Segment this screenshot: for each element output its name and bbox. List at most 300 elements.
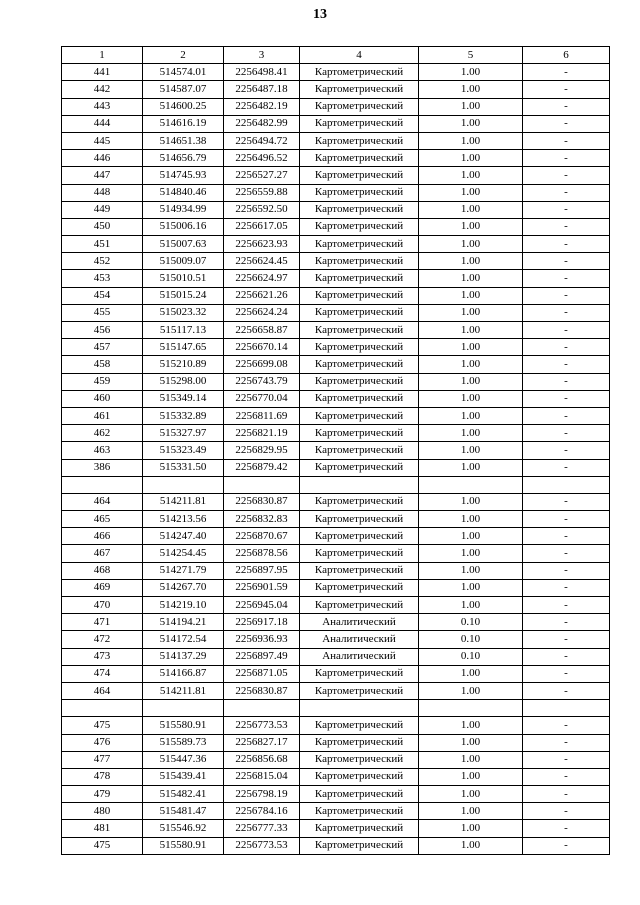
- accuracy-cell: 1.00: [419, 390, 523, 407]
- point-number-cell: 441: [62, 64, 143, 81]
- point-number-cell: 481: [62, 820, 143, 837]
- x-coordinate-cell: [143, 476, 224, 493]
- table-row: [62, 597, 610, 614]
- y-coordinate-cell: 2256821.19: [224, 425, 300, 442]
- note-cell: -: [523, 304, 610, 321]
- y-coordinate-cell: 2256482.99: [224, 115, 300, 132]
- accuracy-cell: 1.00: [419, 407, 523, 424]
- accuracy-cell: 0.10: [419, 631, 523, 648]
- table-row: [62, 322, 610, 339]
- accuracy-cell: 0.10: [419, 648, 523, 665]
- point-number-cell: 472: [62, 631, 143, 648]
- y-coordinate-cell: 2256527.27: [224, 167, 300, 184]
- x-coordinate-cell: 514934.99: [143, 201, 224, 218]
- method-cell: Картометрический: [300, 218, 419, 235]
- point-number-cell: [62, 700, 143, 717]
- table-row: [62, 442, 610, 459]
- point-number-cell: 469: [62, 579, 143, 596]
- x-coordinate-cell: 514194.21: [143, 614, 224, 631]
- point-number-cell: 445: [62, 132, 143, 149]
- method-cell: Картометрический: [300, 339, 419, 356]
- method-cell: Картометрический: [300, 682, 419, 699]
- accuracy-cell: 1.00: [419, 253, 523, 270]
- method-cell: Картометрический: [300, 751, 419, 768]
- page-number: 13: [313, 7, 327, 22]
- x-coordinate-cell: 514840.46: [143, 184, 224, 201]
- x-coordinate-cell: 514656.79: [143, 150, 224, 167]
- point-number-cell: 479: [62, 786, 143, 803]
- table-row: [62, 236, 610, 253]
- note-cell: -: [523, 373, 610, 390]
- accuracy-cell: 1.00: [419, 717, 523, 734]
- point-number-cell: 476: [62, 734, 143, 751]
- table-row: [62, 184, 610, 201]
- note-cell: -: [523, 614, 610, 631]
- table-row: [62, 373, 610, 390]
- y-coordinate-cell: 2256487.18: [224, 81, 300, 98]
- method-cell: Картометрический: [300, 493, 419, 510]
- accuracy-cell: 1.00: [419, 287, 523, 304]
- method-cell: Картометрический: [300, 184, 419, 201]
- method-cell: Картометрический: [300, 270, 419, 287]
- y-coordinate-cell: 2256773.53: [224, 837, 300, 854]
- x-coordinate-cell: 515298.00: [143, 373, 224, 390]
- method-cell: Картометрический: [300, 734, 419, 751]
- point-number-cell: 460: [62, 390, 143, 407]
- column-header: 6: [523, 47, 610, 64]
- y-coordinate-cell: 2256559.88: [224, 184, 300, 201]
- table-row: [62, 511, 610, 528]
- x-coordinate-cell: 514166.87: [143, 665, 224, 682]
- x-coordinate-cell: 515015.24: [143, 287, 224, 304]
- method-cell: Картометрический: [300, 201, 419, 218]
- y-coordinate-cell: 2256699.08: [224, 356, 300, 373]
- method-cell: Картометрический: [300, 253, 419, 270]
- note-cell: -: [523, 184, 610, 201]
- x-coordinate-cell: 515331.50: [143, 459, 224, 476]
- table-row: [62, 98, 610, 115]
- x-coordinate-cell: 515580.91: [143, 717, 224, 734]
- note-cell: -: [523, 597, 610, 614]
- y-coordinate-cell: 2256623.93: [224, 236, 300, 253]
- y-coordinate-cell: 2256829.95: [224, 442, 300, 459]
- point-number-cell: 443: [62, 98, 143, 115]
- accuracy-cell: 1.00: [419, 682, 523, 699]
- note-cell: -: [523, 253, 610, 270]
- table-row: [62, 786, 610, 803]
- point-number-cell: 452: [62, 253, 143, 270]
- accuracy-cell: 1.00: [419, 81, 523, 98]
- x-coordinate-cell: 515481.47: [143, 803, 224, 820]
- y-coordinate-cell: 2256871.05: [224, 665, 300, 682]
- y-coordinate-cell: 2256624.97: [224, 270, 300, 287]
- y-coordinate-cell: 2256773.53: [224, 717, 300, 734]
- coordinates-table: [61, 46, 610, 855]
- method-cell: Картометрический: [300, 562, 419, 579]
- table-row: [62, 167, 610, 184]
- y-coordinate-cell: 2256897.49: [224, 648, 300, 665]
- method-cell: Картометрический: [300, 511, 419, 528]
- accuracy-cell: 1.00: [419, 356, 523, 373]
- x-coordinate-cell: 515210.89: [143, 356, 224, 373]
- y-coordinate-cell: 2256784.16: [224, 803, 300, 820]
- table-body: [62, 64, 610, 855]
- note-cell: -: [523, 786, 610, 803]
- note-cell: -: [523, 390, 610, 407]
- accuracy-cell: 1.00: [419, 132, 523, 149]
- accuracy-cell: 1.00: [419, 768, 523, 785]
- note-cell: -: [523, 270, 610, 287]
- x-coordinate-cell: 515482.41: [143, 786, 224, 803]
- note-cell: -: [523, 64, 610, 81]
- accuracy-cell: 1.00: [419, 339, 523, 356]
- x-coordinate-cell: 514137.29: [143, 648, 224, 665]
- point-number-cell: 447: [62, 167, 143, 184]
- note-cell: -: [523, 493, 610, 510]
- method-cell: Картометрический: [300, 304, 419, 321]
- y-coordinate-cell: 2256498.41: [224, 64, 300, 81]
- y-coordinate-cell: 2256856.68: [224, 751, 300, 768]
- accuracy-cell: 1.00: [419, 734, 523, 751]
- table-row: [62, 837, 610, 854]
- note-cell: -: [523, 528, 610, 545]
- y-coordinate-cell: 2256811.69: [224, 407, 300, 424]
- note-cell: -: [523, 167, 610, 184]
- method-cell: [300, 476, 419, 493]
- method-cell: Картометрический: [300, 442, 419, 459]
- x-coordinate-cell: 515546.92: [143, 820, 224, 837]
- method-cell: Картометрический: [300, 167, 419, 184]
- x-coordinate-cell: 515010.51: [143, 270, 224, 287]
- method-cell: Картометрический: [300, 786, 419, 803]
- point-number-cell: 464: [62, 682, 143, 699]
- accuracy-cell: 1.00: [419, 493, 523, 510]
- point-number-cell: 463: [62, 442, 143, 459]
- y-coordinate-cell: 2256621.26: [224, 287, 300, 304]
- accuracy-cell: 1.00: [419, 236, 523, 253]
- point-number-cell: 475: [62, 717, 143, 734]
- note-cell: -: [523, 717, 610, 734]
- note-cell: -: [523, 768, 610, 785]
- x-coordinate-cell: 515589.73: [143, 734, 224, 751]
- x-coordinate-cell: 515006.16: [143, 218, 224, 235]
- y-coordinate-cell: 2256482.19: [224, 98, 300, 115]
- note-cell: -: [523, 562, 610, 579]
- x-coordinate-cell: [143, 700, 224, 717]
- y-coordinate-cell: 2256624.24: [224, 304, 300, 321]
- table-row: [62, 562, 610, 579]
- note-cell: -: [523, 837, 610, 854]
- note-cell: -: [523, 339, 610, 356]
- point-number-cell: 453: [62, 270, 143, 287]
- x-coordinate-cell: 515580.91: [143, 837, 224, 854]
- point-number-cell: 458: [62, 356, 143, 373]
- table-row: [62, 820, 610, 837]
- note-cell: -: [523, 665, 610, 682]
- method-cell: Картометрический: [300, 150, 419, 167]
- x-coordinate-cell: 515332.89: [143, 407, 224, 424]
- note-cell: -: [523, 425, 610, 442]
- note-cell: -: [523, 98, 610, 115]
- x-coordinate-cell: 514267.70: [143, 579, 224, 596]
- column-header: 3: [224, 47, 300, 64]
- method-cell: Картометрический: [300, 356, 419, 373]
- table-row: [62, 150, 610, 167]
- x-coordinate-cell: 514213.56: [143, 511, 224, 528]
- table-row: [62, 614, 610, 631]
- note-cell: -: [523, 442, 610, 459]
- note-cell: -: [523, 322, 610, 339]
- accuracy-cell: 1.00: [419, 115, 523, 132]
- y-coordinate-cell: 2256777.33: [224, 820, 300, 837]
- note-cell: [523, 700, 610, 717]
- x-coordinate-cell: 515447.36: [143, 751, 224, 768]
- accuracy-cell: 1.00: [419, 373, 523, 390]
- x-coordinate-cell: 514254.45: [143, 545, 224, 562]
- table-row: [62, 631, 610, 648]
- accuracy-cell: 1.00: [419, 528, 523, 545]
- table-row: [62, 132, 610, 149]
- table-row: [62, 407, 610, 424]
- note-cell: -: [523, 81, 610, 98]
- table-row: [62, 768, 610, 785]
- method-cell: Картометрический: [300, 64, 419, 81]
- x-coordinate-cell: 514247.40: [143, 528, 224, 545]
- y-coordinate-cell: 2256827.17: [224, 734, 300, 751]
- accuracy-cell: 1.00: [419, 304, 523, 321]
- accuracy-cell: [419, 700, 523, 717]
- method-cell: Картометрический: [300, 717, 419, 734]
- table-header-row: [62, 47, 610, 64]
- x-coordinate-cell: 515023.32: [143, 304, 224, 321]
- table-row: [62, 665, 610, 682]
- y-coordinate-cell: 2256917.18: [224, 614, 300, 631]
- point-number-cell: 467: [62, 545, 143, 562]
- accuracy-cell: 1.00: [419, 64, 523, 81]
- y-coordinate-cell: 2256743.79: [224, 373, 300, 390]
- point-number-cell: 451: [62, 236, 143, 253]
- y-coordinate-cell: 2256592.50: [224, 201, 300, 218]
- x-coordinate-cell: 514616.19: [143, 115, 224, 132]
- accuracy-cell: 1.00: [419, 322, 523, 339]
- x-coordinate-cell: 514587.07: [143, 81, 224, 98]
- method-cell: Картометрический: [300, 768, 419, 785]
- table-row: [62, 115, 610, 132]
- y-coordinate-cell: 2256496.52: [224, 150, 300, 167]
- accuracy-cell: 1.00: [419, 270, 523, 287]
- note-cell: -: [523, 751, 610, 768]
- point-number-cell: 442: [62, 81, 143, 98]
- column-header: 1: [62, 47, 143, 64]
- note-cell: -: [523, 803, 610, 820]
- method-cell: Аналитический: [300, 614, 419, 631]
- table-row: [62, 304, 610, 321]
- method-cell: Картометрический: [300, 459, 419, 476]
- point-number-cell: 444: [62, 115, 143, 132]
- method-cell: Картометрический: [300, 425, 419, 442]
- method-cell: Картометрический: [300, 837, 419, 854]
- table-row: [62, 734, 610, 751]
- y-coordinate-cell: 2256901.59: [224, 579, 300, 596]
- point-number-cell: 473: [62, 648, 143, 665]
- point-number-cell: 386: [62, 459, 143, 476]
- method-cell: Картометрический: [300, 407, 419, 424]
- note-cell: -: [523, 201, 610, 218]
- table-row: [62, 700, 610, 717]
- accuracy-cell: 1.00: [419, 218, 523, 235]
- accuracy-cell: 1.00: [419, 837, 523, 854]
- method-cell: [300, 700, 419, 717]
- note-cell: -: [523, 218, 610, 235]
- method-cell: Картометрический: [300, 115, 419, 132]
- method-cell: Картометрический: [300, 820, 419, 837]
- y-coordinate-cell: [224, 476, 300, 493]
- note-cell: -: [523, 820, 610, 837]
- column-header: 4: [300, 47, 419, 64]
- note-cell: -: [523, 407, 610, 424]
- method-cell: Картометрический: [300, 803, 419, 820]
- table-row: [62, 425, 610, 442]
- point-number-cell: 456: [62, 322, 143, 339]
- table-row: [62, 648, 610, 665]
- x-coordinate-cell: 515323.49: [143, 442, 224, 459]
- method-cell: Картометрический: [300, 579, 419, 596]
- y-coordinate-cell: [224, 700, 300, 717]
- note-cell: -: [523, 459, 610, 476]
- table-row: [62, 459, 610, 476]
- note-cell: -: [523, 236, 610, 253]
- table-row: [62, 682, 610, 699]
- y-coordinate-cell: 2256897.95: [224, 562, 300, 579]
- note-cell: -: [523, 115, 610, 132]
- table-row: [62, 201, 610, 218]
- y-coordinate-cell: 2256798.19: [224, 786, 300, 803]
- note-cell: -: [523, 132, 610, 149]
- table-row: [62, 751, 610, 768]
- table-row: [62, 803, 610, 820]
- point-number-cell: 477: [62, 751, 143, 768]
- accuracy-cell: 1.00: [419, 803, 523, 820]
- method-cell: Картометрический: [300, 597, 419, 614]
- point-number-cell: 446: [62, 150, 143, 167]
- accuracy-cell: 0.10: [419, 614, 523, 631]
- method-cell: Картометрический: [300, 665, 419, 682]
- accuracy-cell: [419, 476, 523, 493]
- point-number-cell: 470: [62, 597, 143, 614]
- table-row: [62, 356, 610, 373]
- note-cell: [523, 476, 610, 493]
- y-coordinate-cell: 2256870.67: [224, 528, 300, 545]
- x-coordinate-cell: 514211.81: [143, 493, 224, 510]
- point-number-cell: 475: [62, 837, 143, 854]
- x-coordinate-cell: 515007.63: [143, 236, 224, 253]
- point-number-cell: 462: [62, 425, 143, 442]
- accuracy-cell: 1.00: [419, 167, 523, 184]
- table-row: [62, 579, 610, 596]
- accuracy-cell: 1.00: [419, 150, 523, 167]
- column-header: 2: [143, 47, 224, 64]
- accuracy-cell: 1.00: [419, 597, 523, 614]
- point-number-cell: 461: [62, 407, 143, 424]
- accuracy-cell: 1.00: [419, 459, 523, 476]
- point-number-cell: 464: [62, 493, 143, 510]
- point-number-cell: 478: [62, 768, 143, 785]
- y-coordinate-cell: 2256624.45: [224, 253, 300, 270]
- point-number-cell: 466: [62, 528, 143, 545]
- point-number-cell: 454: [62, 287, 143, 304]
- x-coordinate-cell: 515147.65: [143, 339, 224, 356]
- method-cell: Картометрический: [300, 373, 419, 390]
- x-coordinate-cell: 514745.93: [143, 167, 224, 184]
- x-coordinate-cell: 515327.97: [143, 425, 224, 442]
- table-row: [62, 270, 610, 287]
- accuracy-cell: 1.00: [419, 425, 523, 442]
- method-cell: Картометрический: [300, 287, 419, 304]
- method-cell: Картометрический: [300, 81, 419, 98]
- point-number-cell: 468: [62, 562, 143, 579]
- method-cell: Аналитический: [300, 631, 419, 648]
- accuracy-cell: 1.00: [419, 820, 523, 837]
- note-cell: -: [523, 579, 610, 596]
- accuracy-cell: 1.00: [419, 751, 523, 768]
- accuracy-cell: 1.00: [419, 786, 523, 803]
- y-coordinate-cell: 2256617.05: [224, 218, 300, 235]
- method-cell: Картометрический: [300, 98, 419, 115]
- point-number-cell: 448: [62, 184, 143, 201]
- y-coordinate-cell: 2256658.87: [224, 322, 300, 339]
- y-coordinate-cell: 2256494.72: [224, 132, 300, 149]
- point-number-cell: 471: [62, 614, 143, 631]
- y-coordinate-cell: 2256815.04: [224, 768, 300, 785]
- point-number-cell: 474: [62, 665, 143, 682]
- accuracy-cell: 1.00: [419, 665, 523, 682]
- point-number-cell: 465: [62, 511, 143, 528]
- table-row: [62, 717, 610, 734]
- y-coordinate-cell: 2256945.04: [224, 597, 300, 614]
- point-number-cell: 457: [62, 339, 143, 356]
- accuracy-cell: 1.00: [419, 579, 523, 596]
- table-row: [62, 218, 610, 235]
- y-coordinate-cell: 2256879.42: [224, 459, 300, 476]
- table-row: [62, 81, 610, 98]
- x-coordinate-cell: 514219.10: [143, 597, 224, 614]
- note-cell: -: [523, 682, 610, 699]
- note-cell: -: [523, 631, 610, 648]
- table-row: [62, 64, 610, 81]
- method-cell: Картометрический: [300, 236, 419, 253]
- note-cell: -: [523, 287, 610, 304]
- note-cell: -: [523, 545, 610, 562]
- accuracy-cell: 1.00: [419, 545, 523, 562]
- point-number-cell: 480: [62, 803, 143, 820]
- x-coordinate-cell: 514172.54: [143, 631, 224, 648]
- note-cell: -: [523, 511, 610, 528]
- x-coordinate-cell: 514600.25: [143, 98, 224, 115]
- y-coordinate-cell: 2256770.04: [224, 390, 300, 407]
- accuracy-cell: 1.00: [419, 98, 523, 115]
- column-header: 5: [419, 47, 523, 64]
- note-cell: -: [523, 150, 610, 167]
- table-row: [62, 287, 610, 304]
- table-row: [62, 528, 610, 545]
- method-cell: Картометрический: [300, 528, 419, 545]
- x-coordinate-cell: 515439.41: [143, 768, 224, 785]
- table-row: [62, 545, 610, 562]
- x-coordinate-cell: 514651.38: [143, 132, 224, 149]
- table-row: [62, 390, 610, 407]
- y-coordinate-cell: 2256830.87: [224, 682, 300, 699]
- point-number-cell: 455: [62, 304, 143, 321]
